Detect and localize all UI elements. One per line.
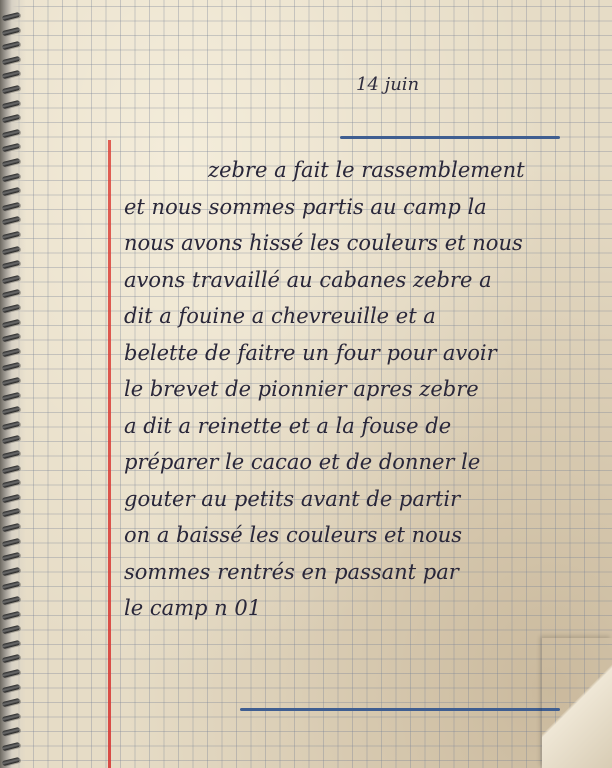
spiral-coil	[2, 260, 21, 269]
spiral-coil	[2, 231, 21, 240]
spiral-coil	[2, 479, 21, 488]
spiral-coil	[2, 245, 21, 254]
spiral-coil	[2, 70, 21, 79]
text-line: belette de faitre un four pour avoir	[124, 340, 497, 365]
top-rule	[340, 136, 560, 139]
text-line: gouter au petits avant de partir	[124, 486, 461, 511]
spiral-coil	[2, 435, 21, 444]
spiral-coil	[2, 610, 21, 619]
spiral-coil	[2, 421, 21, 430]
spiral-coil	[2, 41, 21, 50]
spiral-coil	[2, 669, 21, 678]
text-line: avons travaillé au cabanes zebre a	[124, 267, 492, 292]
spiral-coil	[2, 464, 21, 473]
spiral-coil	[2, 172, 21, 181]
text-line: zebre a fait le rassemblement	[208, 158, 525, 182]
text-line: a dit a reinette et a la fouse de	[124, 413, 452, 438]
spiral-coil	[2, 508, 21, 517]
spiral-coil	[2, 683, 21, 692]
spiral-coil	[2, 625, 21, 634]
spiral-coil	[2, 698, 21, 707]
spiral-coil	[2, 348, 21, 357]
text-line: le camp n 01	[124, 596, 262, 620]
spiral-coil	[2, 56, 21, 65]
spiral-coil	[2, 377, 21, 386]
spiral-coil	[2, 523, 21, 532]
folded-corner	[542, 638, 612, 768]
spiral-coil	[2, 567, 21, 576]
spiral-coil	[2, 158, 21, 167]
spiral-coil	[2, 275, 21, 284]
spiral-coil	[2, 362, 21, 371]
spiral-coil	[2, 143, 21, 152]
spiral-coil	[2, 581, 21, 590]
spiral-binding	[0, 0, 26, 768]
text-line: et nous sommes partis au camp la	[124, 194, 487, 219]
text-line: on a baissé les couleurs et nous	[124, 523, 463, 547]
spiral-coil	[2, 114, 21, 123]
spiral-coil	[2, 450, 21, 459]
text-line: préparer le cacao et de donner le	[124, 450, 481, 474]
handwritten-entry	[124, 152, 598, 627]
entry-date: 14 juin	[356, 74, 420, 95]
spiral-coil	[2, 494, 21, 503]
spiral-coil	[2, 318, 21, 327]
spiral-coil	[2, 187, 21, 196]
spiral-coil	[2, 596, 21, 605]
spiral-coil	[2, 654, 21, 663]
spiral-coil	[2, 713, 21, 722]
spiral-coil	[2, 640, 21, 649]
bottom-rule	[240, 708, 560, 711]
spiral-coil	[2, 333, 21, 342]
spiral-coil	[2, 99, 21, 108]
margin-line	[108, 140, 111, 768]
spiral-coil	[2, 391, 21, 400]
spiral-coil	[2, 12, 21, 21]
spiral-coil	[2, 85, 21, 94]
spiral-coil	[2, 727, 21, 736]
spiral-coil	[2, 406, 21, 415]
spiral-coil	[2, 216, 21, 225]
spiral-coil	[2, 756, 21, 765]
text-line: sommes rentrés en passant par	[124, 559, 459, 584]
spiral-coil	[2, 26, 21, 35]
spiral-coil	[2, 742, 21, 751]
spiral-coil	[2, 202, 21, 211]
text-line: le brevet de pionnier apres zebre	[124, 377, 479, 401]
text-line: nous avons hissé les couleurs et nous	[124, 231, 523, 255]
spiral-coil	[2, 552, 21, 561]
spiral-coil	[2, 289, 21, 298]
spiral-coil	[2, 304, 21, 313]
spiral-coil	[2, 129, 21, 138]
text-line: dit a fouine a chevreuille et a	[124, 304, 436, 328]
spiral-coil	[2, 537, 21, 546]
